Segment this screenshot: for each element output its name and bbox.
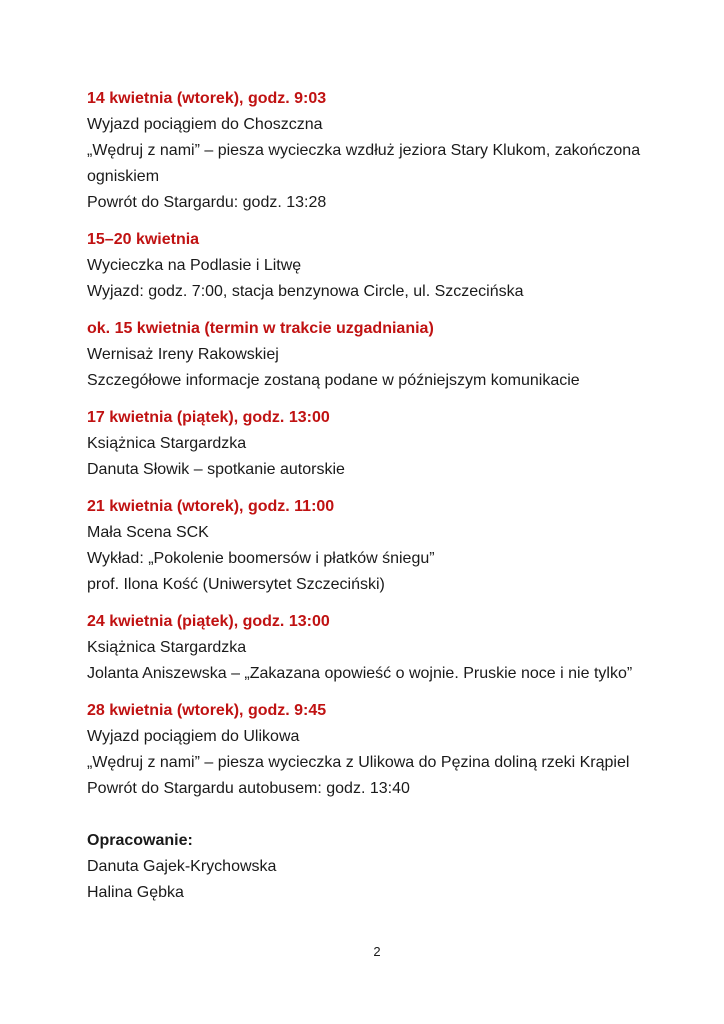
event-line: Danuta Słowik – spotkanie autorskie xyxy=(87,461,345,478)
event-line: Szczegółowe informacje zostaną podane w późniejszym komunikacie xyxy=(87,372,580,389)
event-block xyxy=(87,609,667,687)
credits-author: Danuta Gajek-Krychowska xyxy=(87,858,277,875)
event-line: Powrót do Stargardu autobusem: godz. 13:40 xyxy=(87,780,410,797)
event-block xyxy=(87,227,667,305)
credits-author: Halina Gębka xyxy=(87,884,184,901)
event-line: Wykład: „Pokolenie boomersów i płatków śniegu” xyxy=(87,550,435,567)
event-line: Książnica Stargardzka xyxy=(87,435,247,452)
event-line: ogniskiem xyxy=(87,168,160,185)
event-heading: 28 kwietnia (wtorek), godz. 9:45 xyxy=(87,702,327,719)
event-line: Powrót do Stargardu: godz. 13:28 xyxy=(87,194,327,211)
event-heading: 15–20 kwietnia xyxy=(87,231,200,248)
event-heading: 24 kwietnia (piątek), godz. 13:00 xyxy=(87,613,330,630)
event-block xyxy=(87,86,667,216)
event-block xyxy=(87,405,667,483)
event-line: Wyjazd: godz. 7:00, stacja benzynowa Circle, ul. Szczecińska xyxy=(87,283,524,300)
page-content xyxy=(87,86,667,906)
event-heading: 21 kwietnia (wtorek), godz. 11:00 xyxy=(87,498,335,515)
page-number: 2 xyxy=(373,944,381,959)
event-line: prof. Ilona Kość (Uniwersytet Szczeciński) xyxy=(87,576,385,593)
event-heading: 14 kwietnia (wtorek), godz. 9:03 xyxy=(87,90,327,107)
event-line: „Wędruj z nami” – piesza wycieczka z Ulikowa do Pęzina doliną rzeki Krąpiel xyxy=(87,754,630,771)
event-line: Książnica Stargardzka xyxy=(87,639,247,656)
event-heading: ok. 15 kwietnia (termin w trakcie uzgadniania) xyxy=(87,320,434,337)
event-line: Wyjazd pociągiem do Choszczna xyxy=(87,116,323,133)
event-line: Wycieczka na Podlasie i Litwę xyxy=(87,257,302,274)
event-line: „Wędruj z nami” – piesza wycieczka wzdłuż jeziora Stary Klukom, zakończona xyxy=(87,142,641,159)
event-heading: 17 kwietnia (piątek), godz. 13:00 xyxy=(87,409,330,426)
credits-section xyxy=(87,828,667,906)
event-line: Mała Scena SCK xyxy=(87,524,209,541)
credits-heading: Opracowanie: xyxy=(87,832,193,849)
events-list xyxy=(87,86,667,802)
event-line: Wernisaż Ireny Rakowskiej xyxy=(87,346,279,363)
event-block xyxy=(87,698,667,802)
event-line: Wyjazd pociągiem do Ulikowa xyxy=(87,728,300,745)
event-block xyxy=(87,494,667,598)
event-block xyxy=(87,316,667,394)
event-line: Jolanta Aniszewska – „Zakazana opowieść o wojnie. Pruskie noce i nie tylko” xyxy=(87,665,633,682)
